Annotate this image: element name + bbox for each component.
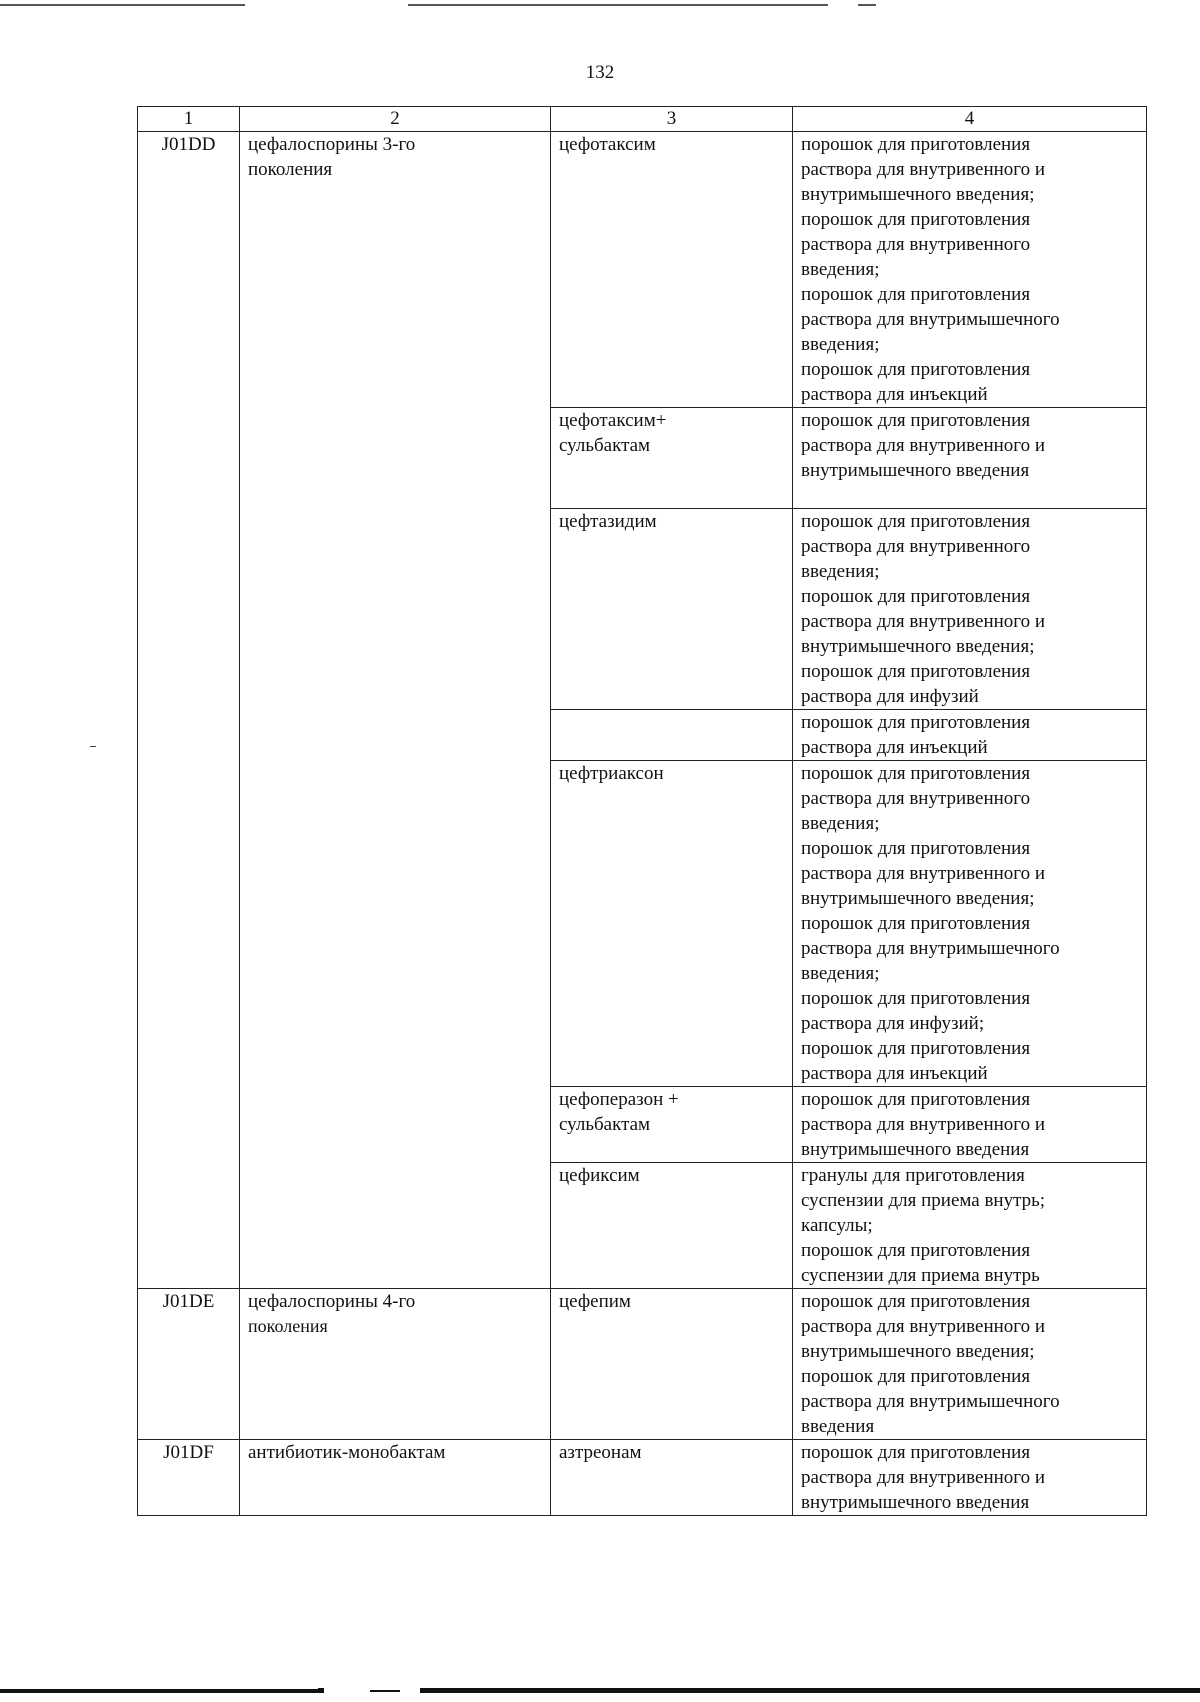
dosage-form-line: внутримышечного введения bbox=[801, 1139, 1030, 1160]
drug-name-cell bbox=[551, 1163, 793, 1289]
dosage-form-line: раствора для внутривенного bbox=[801, 536, 1031, 557]
dosage-form-line: внутримышечного введения; bbox=[801, 1341, 1035, 1362]
drug-name-cell bbox=[551, 761, 793, 1087]
drug-name-line: цефтриаксон bbox=[559, 763, 664, 784]
group-name-cell bbox=[240, 1289, 551, 1440]
dosage-form-line: раствора для внутривенного и bbox=[801, 159, 1046, 180]
dosage-form-line: гранулы для приготовления bbox=[801, 1165, 1025, 1186]
group-name-cell bbox=[240, 1440, 551, 1516]
dosage-form-line: раствора для внутривенного и bbox=[801, 863, 1046, 884]
dosage-form-line: порошок для приготовления bbox=[801, 661, 1031, 682]
header-cell-2: 2 bbox=[240, 107, 551, 132]
dosage-form-line: раствора для внутримышечного bbox=[801, 309, 1060, 330]
dosage-form-line: раствора для внутривенного и bbox=[801, 611, 1046, 632]
dosage-form-line: введения; bbox=[801, 259, 880, 280]
dosage-form-line: внутримышечного введения; bbox=[801, 636, 1035, 657]
header-cell-4: 4 bbox=[793, 107, 1147, 132]
group-name-cell bbox=[240, 132, 551, 1289]
dosage-form-line: раствора для внутривенного bbox=[801, 234, 1031, 255]
dosage-form-line: порошок для приготовления bbox=[801, 134, 1031, 155]
dosage-form-cell bbox=[793, 1087, 1147, 1163]
dosage-form-cell bbox=[793, 1163, 1147, 1289]
header-row bbox=[138, 107, 1147, 132]
dosage-form-cell bbox=[793, 1440, 1147, 1516]
dosage-form-line: порошок для приготовления bbox=[801, 284, 1031, 305]
table-row bbox=[138, 1440, 1147, 1516]
dosage-form-line: раствора для инъекций bbox=[801, 1063, 988, 1084]
group-name-line: антибиотик-монобактам bbox=[248, 1442, 446, 1463]
dosage-form-line: порошок для приготовления bbox=[801, 1240, 1031, 1261]
dosage-form-line: порошок для приготовления bbox=[801, 410, 1031, 431]
dosage-form-line: порошок для приготовления bbox=[801, 913, 1031, 934]
dosage-form-cell bbox=[793, 710, 1147, 761]
dosage-form-line: раствора для инфузий; bbox=[801, 1013, 985, 1034]
dosage-form-cell bbox=[793, 132, 1147, 408]
drug-name-line: цефиксим bbox=[559, 1165, 640, 1186]
group-name-line: цефалоспорины 3-го bbox=[248, 134, 416, 155]
table-row bbox=[138, 132, 1147, 408]
drug-name-line: сульбактам bbox=[559, 1114, 651, 1135]
table-body bbox=[138, 132, 1147, 1516]
scan-edge-top bbox=[0, 4, 1200, 6]
dosage-form-line: порошок для приготовления bbox=[801, 1038, 1031, 1059]
drug-name-cell bbox=[551, 132, 793, 408]
dosage-form-line: раствора для инъекций bbox=[801, 384, 988, 405]
atc-code-cell: J01DE bbox=[138, 1289, 240, 1440]
drug-name-line: цефотаксим bbox=[559, 134, 656, 155]
dosage-form-line: порошок для приготовления bbox=[801, 1366, 1031, 1387]
dosage-form-line: порошок для приготовления bbox=[801, 359, 1031, 380]
dosage-form-line: раствора для внутримышечного bbox=[801, 1391, 1060, 1412]
dosage-form-cell bbox=[793, 761, 1147, 1087]
dosage-form-line: порошок для приготовления bbox=[801, 712, 1031, 733]
group-name-line: поколения bbox=[248, 159, 333, 180]
drug-name-cell bbox=[551, 509, 793, 710]
dosage-form-line: порошок для приготовления bbox=[801, 209, 1031, 230]
drug-name-line: цефоперазон + bbox=[559, 1089, 679, 1110]
dosage-form-line: внутримышечного введения bbox=[801, 460, 1030, 481]
table-row bbox=[138, 1289, 1147, 1440]
header-cell-1: 1 bbox=[138, 107, 240, 132]
header-cell-3: 3 bbox=[551, 107, 793, 132]
dosage-form-line: порошок для приготовления bbox=[801, 1291, 1031, 1312]
group-name-line: поколения bbox=[248, 1316, 328, 1336]
dosage-form-line: капсулы; bbox=[801, 1215, 873, 1236]
dosage-form-line: внутримышечного введения; bbox=[801, 888, 1035, 909]
dosage-form-line: порошок для приготовления bbox=[801, 838, 1031, 859]
dosage-form-line bbox=[801, 483, 1138, 508]
page-number: 132 bbox=[585, 62, 615, 83]
dosage-form-line: раствора для внутривенного и bbox=[801, 1316, 1046, 1337]
dosage-form-line: раствора для внутримышечного bbox=[801, 938, 1060, 959]
dosage-form-line: раствора для инфузий bbox=[801, 686, 979, 707]
drug-name-line: цефепим bbox=[559, 1291, 631, 1312]
dosage-form-line: внутримышечного введения bbox=[801, 1492, 1030, 1513]
dosage-form-line: порошок для приготовления bbox=[801, 988, 1031, 1009]
dosage-form-line: введения; bbox=[801, 813, 880, 834]
atc-code-cell: J01DF bbox=[138, 1440, 240, 1516]
dosage-form-line: введения; bbox=[801, 963, 880, 984]
group-name-line: цефалоспорины 4-го bbox=[248, 1291, 416, 1312]
dosage-form-line: внутримышечного введения; bbox=[801, 184, 1035, 205]
scan-edge-bottom bbox=[0, 1688, 1200, 1693]
dosage-form-cell bbox=[793, 509, 1147, 710]
dosage-form-line: порошок для приготовления bbox=[801, 763, 1031, 784]
dosage-form-line: раствора для внутривенного и bbox=[801, 1114, 1046, 1135]
drug-name-line: цефтазидим bbox=[559, 511, 657, 532]
dosage-form-line: порошок для приготовления bbox=[801, 1442, 1031, 1463]
dosage-form-line: раствора для внутривенного и bbox=[801, 1467, 1046, 1488]
dosage-form-line: раствора для инъекций bbox=[801, 737, 988, 758]
dosage-form-line: раствора для внутривенного bbox=[801, 788, 1031, 809]
dosage-form-line: введения bbox=[801, 1416, 875, 1437]
dosage-form-line: раствора для внутривенного и bbox=[801, 435, 1046, 456]
dosage-form-line: введения; bbox=[801, 561, 880, 582]
dosage-form-line: введения; bbox=[801, 334, 880, 355]
drug-name-cell bbox=[551, 1289, 793, 1440]
dosage-form-line: порошок для приготовления bbox=[801, 511, 1031, 532]
dosage-form-cell bbox=[793, 1289, 1147, 1440]
dosage-form-cell bbox=[793, 408, 1147, 509]
dosage-form-line: суспензии для приема внутрь bbox=[801, 1265, 1040, 1286]
dosage-form-line: порошок для приготовления bbox=[801, 586, 1031, 607]
drug-name-cell bbox=[551, 710, 793, 761]
atc-code-cell: J01DD bbox=[138, 132, 240, 1289]
drug-name-line: азтреонам bbox=[559, 1442, 642, 1463]
drug-name-cell bbox=[551, 1087, 793, 1163]
drug-name-line: цефотаксим+ bbox=[559, 410, 667, 431]
drug-name-cell bbox=[551, 1440, 793, 1516]
dosage-form-line: порошок для приготовления bbox=[801, 1089, 1031, 1110]
drug-name-line: сульбактам bbox=[559, 435, 651, 456]
dosage-form-line: суспензии для приема внутрь; bbox=[801, 1190, 1046, 1211]
drug-table bbox=[137, 106, 1147, 1516]
margin-mark bbox=[90, 746, 96, 747]
drug-name-cell bbox=[551, 408, 793, 509]
